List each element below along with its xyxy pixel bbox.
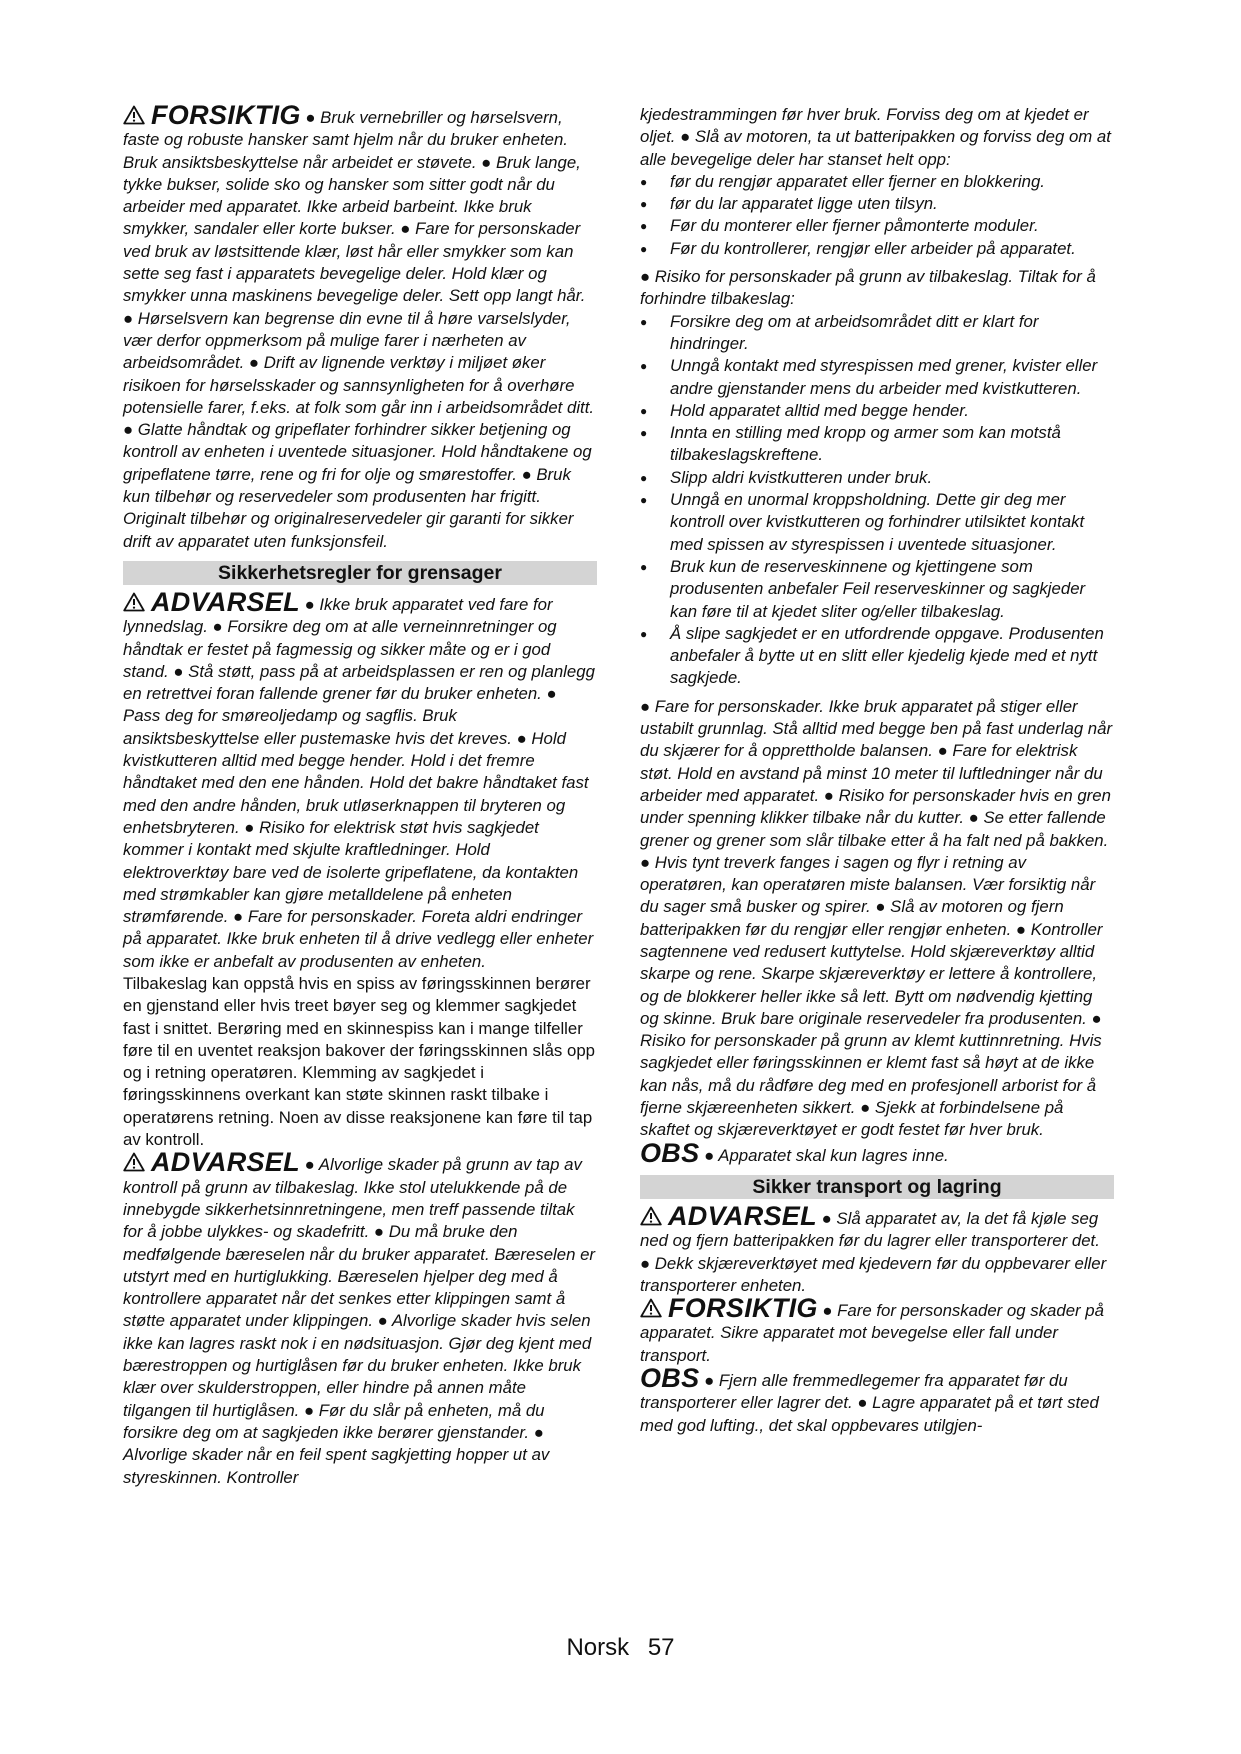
list-item: ● før du rengjør apparatet eller fjerner en blokkering. [640, 171, 1114, 193]
advarsel-paragraph-2 [123, 1147, 597, 1488]
kickback-measures-list [640, 311, 1114, 690]
obs-paragraph-2 [640, 1363, 1114, 1437]
signal-word-obs: OBS [640, 1137, 700, 1168]
list-item: ● Bruk kun de reserveskinnene og kjettingene som produsenten anbefaler Feil reserveskinner og sagkjeder kan føre til at kjedet sliter og/eller tilbakeslag. [640, 556, 1114, 623]
obs-text-2: ● Fjern alle fremmedlegemer fra apparatet før du transporterer eller lagrer det. ● Lagre apparatet på et tørt sted med god lufting., det skal oppbevares utilgjen- [640, 1371, 1099, 1435]
right-column [640, 104, 1114, 1437]
before-cleaning-list [640, 171, 1114, 260]
list-item: ● Unngå en unormal kroppsholdning. Dette gir deg mer kontroll over kvistkutteren og forhindrer utilsiktet kontakt med spissen av styrespissen i uventede situasjoner. [640, 489, 1114, 556]
footer-language: Norsk [566, 1634, 630, 1661]
signal-word-obs: OBS [640, 1363, 700, 1394]
kickback-risk-paragraph: ● Risiko for personskader på grunn av tilbakeslag. Tiltak for å forhindre tilbakeslag: [640, 267, 1096, 309]
forsiktig-paragraph-2 [640, 1293, 1114, 1367]
signal-word-forsiktig: FORSIKTIG [151, 100, 301, 130]
warning-triangle-icon [123, 105, 145, 125]
advarsel-text-3: ● Slå apparatet av, la det få kjøle seg ned og fjern batteripakken før du lagrer eller transporterer det. ● Dekk skjæreverktøyet med kjedevern før du oppbevarer eller transporterer enheten. [640, 1208, 1107, 1295]
advarsel-paragraph-1 [123, 586, 597, 973]
warning-triangle-icon [640, 1298, 662, 1318]
advarsel-text-2: ● Alvorlige skader på grunn av tap av kontroll på grunn av tilbakeslag. Ikke stol utelukkende på de innebygde sikkerhetsinnretningene, men treff passende tiltak for å jobbe ulykkes- og skadefritt. ● Du må bruke den medfølgende bæreselen når du bruker apparatet. Bæreselen er utstyrt med en hurtiglukking. Bæreselen hjelper deg med å kontrollere apparatet når det senkes etter klippingen samt å støtte apparatet under klippingen. ● Alvorlige skader hvis selen ikke kan lagres raskt nok i en nødsituasjon. Gjør deg kjent med bærestroppen og hurtiglåsen før du bruker enheten. Ikke bruk klær over skulderstroppen, eller hindre på annen måte tilgangen til hurtiglåsen. ● Før du slår på enheten, må du forsikre deg om at sagkjeden ikke berører gjenstander. ● Alvorlige skader når en feil spent sagkjetting hopper ut av styreskinnen. Kontroller [123, 1155, 596, 1487]
list-item: ● Forsikre deg om at arbeidsområdet ditt er klart for hindringer. [640, 311, 1114, 356]
list-item: ● Unngå kontakt med styrespissen med grener, kvister eller andre gjenstander mens du arbeider med kvistkutteren. [640, 355, 1114, 400]
kickback-paragraph: Tilbakeslag kan oppstå hvis en spiss av føringsskinnen berører en gjenstand eller hvis treet bøyer seg og klemmer sagkjedet fast i snittet. Berøring med en skinnespiss kan i mange tilfeller føre til en uventet reaksjon bakover der føringsskinnen slås opp og i retning operatøren. Klemming av sagkjedet i føringsskinnens overkant kan støte skinnen raskt tilbake i operatørens retning. Noen av disse reaksjonene kan føre til tap av kontroll. [123, 973, 595, 1150]
page-footer [0, 1634, 1241, 1662]
list-item: ● Før du monterer eller fjerner påmonterte moduler. [640, 215, 1114, 237]
signal-word-forsiktig: FORSIKTIG [668, 1293, 818, 1324]
list-item: ● Slipp aldri kvistkutteren under bruk. [640, 467, 1114, 489]
obs-text-1: ● Apparatet skal kun lagres inne. [704, 1145, 949, 1165]
advarsel-paragraph-3 [640, 1200, 1114, 1297]
signal-word-advarsel: ADVARSEL [151, 1147, 300, 1178]
warning-triangle-icon [123, 1152, 145, 1172]
warning-triangle-icon [640, 1206, 662, 1226]
list-item: ● Hold apparatet alltid med begge hender. [640, 400, 1114, 422]
left-column [123, 100, 597, 1489]
list-item: ● Innta en stilling med kropp og armer som kan motstå tilbakeslagskreftene. [640, 422, 1114, 467]
chain-tension-paragraph: kjedestrammingen før hver bruk. Forviss deg om at kjedet er oljet. ● Slå av motoren, ta ut batteripakken og forviss deg om at alle bevegelige deler har stanset helt opp: [640, 105, 1111, 169]
signal-word-advarsel: ADVARSEL [151, 586, 300, 617]
list-item: ● Å slipe sagkjedet er en utfordrende oppgave. Produsenten anbefaler å bytte ut en slitt eller kjedelig kjede med et nytt sagkjede. [640, 623, 1114, 690]
list-item: ● før du lar apparatet ligge uten tilsyn. [640, 193, 1114, 215]
section-heading-grensager: Sikkerhetsregler for grensager [123, 561, 597, 585]
advarsel-text-1: ● Ikke bruk apparatet ved fare for lynnedslag. ● Forsikre deg om at alle verneinnretninger og håndtak er festet på fagmessig og sikker måte og er i god stand. ● Stå støtt, pass på at arbeidsplassen er ren og planlegg en retrettvei foran fallende grener før du bruker enheten. ● Pass deg for smøreoljedamp og sagflis. Bruk ansiktsbeskyttelse eller pustemaske hvis det kreves. ● Hold kvistkutteren alltid med begge hender. Hold i det fremre håndtaket med den ene hånden. Hold det bakre håndtaket fast med den andre hånden, bruk utløserknappen til bryteren og enhetsbryteren. ● Risiko for elektrisk støt hvis sagkjedet kommer i kontakt med skjulte kraftledninger. Hold elektroverktøy bare ved de isolerte gripeflatene, da kontakten med strømkabler kan gjøre metalldelene på enheten strømførende. ● Fare for personskader. Foreta aldri endringer på apparatet. Ikke bruk enheten til å drive vedlegg eller enheter som ikke er anbefalt av produsenten av enheten. [123, 594, 595, 971]
obs-paragraph-1 [640, 1137, 1114, 1168]
forsiktig-text-2: ● Fare for personskader og skader på apparatet. Sikre apparatet mot bevegelse eller fall under transport. [640, 1301, 1104, 1365]
warning-triangle-icon [123, 592, 145, 612]
page-number: 57 [647, 1634, 675, 1661]
section-heading-transport: Sikker transport og lagring [640, 1175, 1114, 1199]
forsiktig-paragraph [123, 100, 597, 553]
list-item: ● Før du kontrollerer, rengjør eller arbeider på apparatet. [640, 238, 1114, 260]
signal-word-advarsel: ADVARSEL [668, 1200, 817, 1231]
forsiktig-text: ● Bruk vernebriller og hørselsvern, faste og robuste hansker samt hjelm når du bruker enheten. Bruk ansiktsbeskyttelse når arbeidet er støvete. ● Bruk lange, tykke bukser, solide sko og hansker som sitter godt når du arbeider med apparatet. Ikke arbeid barbeint. Ikke bruk smykker, sandaler eller korte bukser. ● Fare for personskader ved bruk av løstsittende klær, løst hår eller smykker som kan sette seg fast i apparatets bevegelige deler. Hold klær og smykker unna maskinens bevegelige deler. Sett opp langt hår. ● Hørselsvern kan begrense din evne til å høre varselslyder, vær derfor oppmerksom på mulige farer i nærheten av arbeidsområdet. ● Drift av lignende verktøy i miljøet øker risikoen for hørselsskader og sannsynligheten for å overhøre potensielle farer, f.eks. at folk som går inn i arbeidsområdet ditt. ● Glatte håndtak og gripeflater forhindrer sikker betjening og kontroll av enheten i uventede situasjoner. Hold håndtakene og gripeflatene tørre, rene og fri for olje og smørestoffer. ● Bruk kun tilbehør og reservedeler som produsenten har frigitt. Originalt tilbehør og originalreservedeler gir garanti for sikker drift av apparatet uten funksjonsfeil. [123, 108, 595, 551]
general-hazards-paragraph: ● Fare for personskader. Ikke bruk apparatet på stiger eller ustabilt grunnlag. Stå alltid med begge ben på fast underlag når du skjærer for å opprettholde balansen. ● Fare for elektrisk støt. Hold en avstand på minst 10 meter til luftledninger når du arbeider med apparatet. ● Risiko for personskader hvis en gren under spenning klikker tilbake når du kutter. ● Se etter fallende grener og grener som slår tilbake etter å ha falt ned på bakken. ● Hvis tynt treverk fanges i sagen og flyr i retning av operatøren, kan operatøren miste balansen. Vær forsiktig når du sager små busker og spirer. ● Slå av motoren og fjern batteripakken før du rengjør eller rengjør enheten. ● Kontroller sagtennene ved redusert kuttytelse. Hold skjæreverktøy alltid skarpe og rene. Skarpe skjæreverktøy er lettere å kontrollere, og de blokkerer heller ikke så lett. Bytt om nødvendig kjetting og skinne. Bruk bare originale reservedeler fra produsenten. ● Risiko for personskader på grunn av klemt kuttinnretning. Hvis sagkjedet eller føringsskinnen er klemt fast så høyt at de ikke kan nås, må du rådføre deg med en profesjonell arborist for å fjerne skjæreenheten sikkert. ● Sjekk at forbindelsene på skaftet og skjæreverktøyet er godt festet før hver bruk. [640, 696, 1113, 1140]
